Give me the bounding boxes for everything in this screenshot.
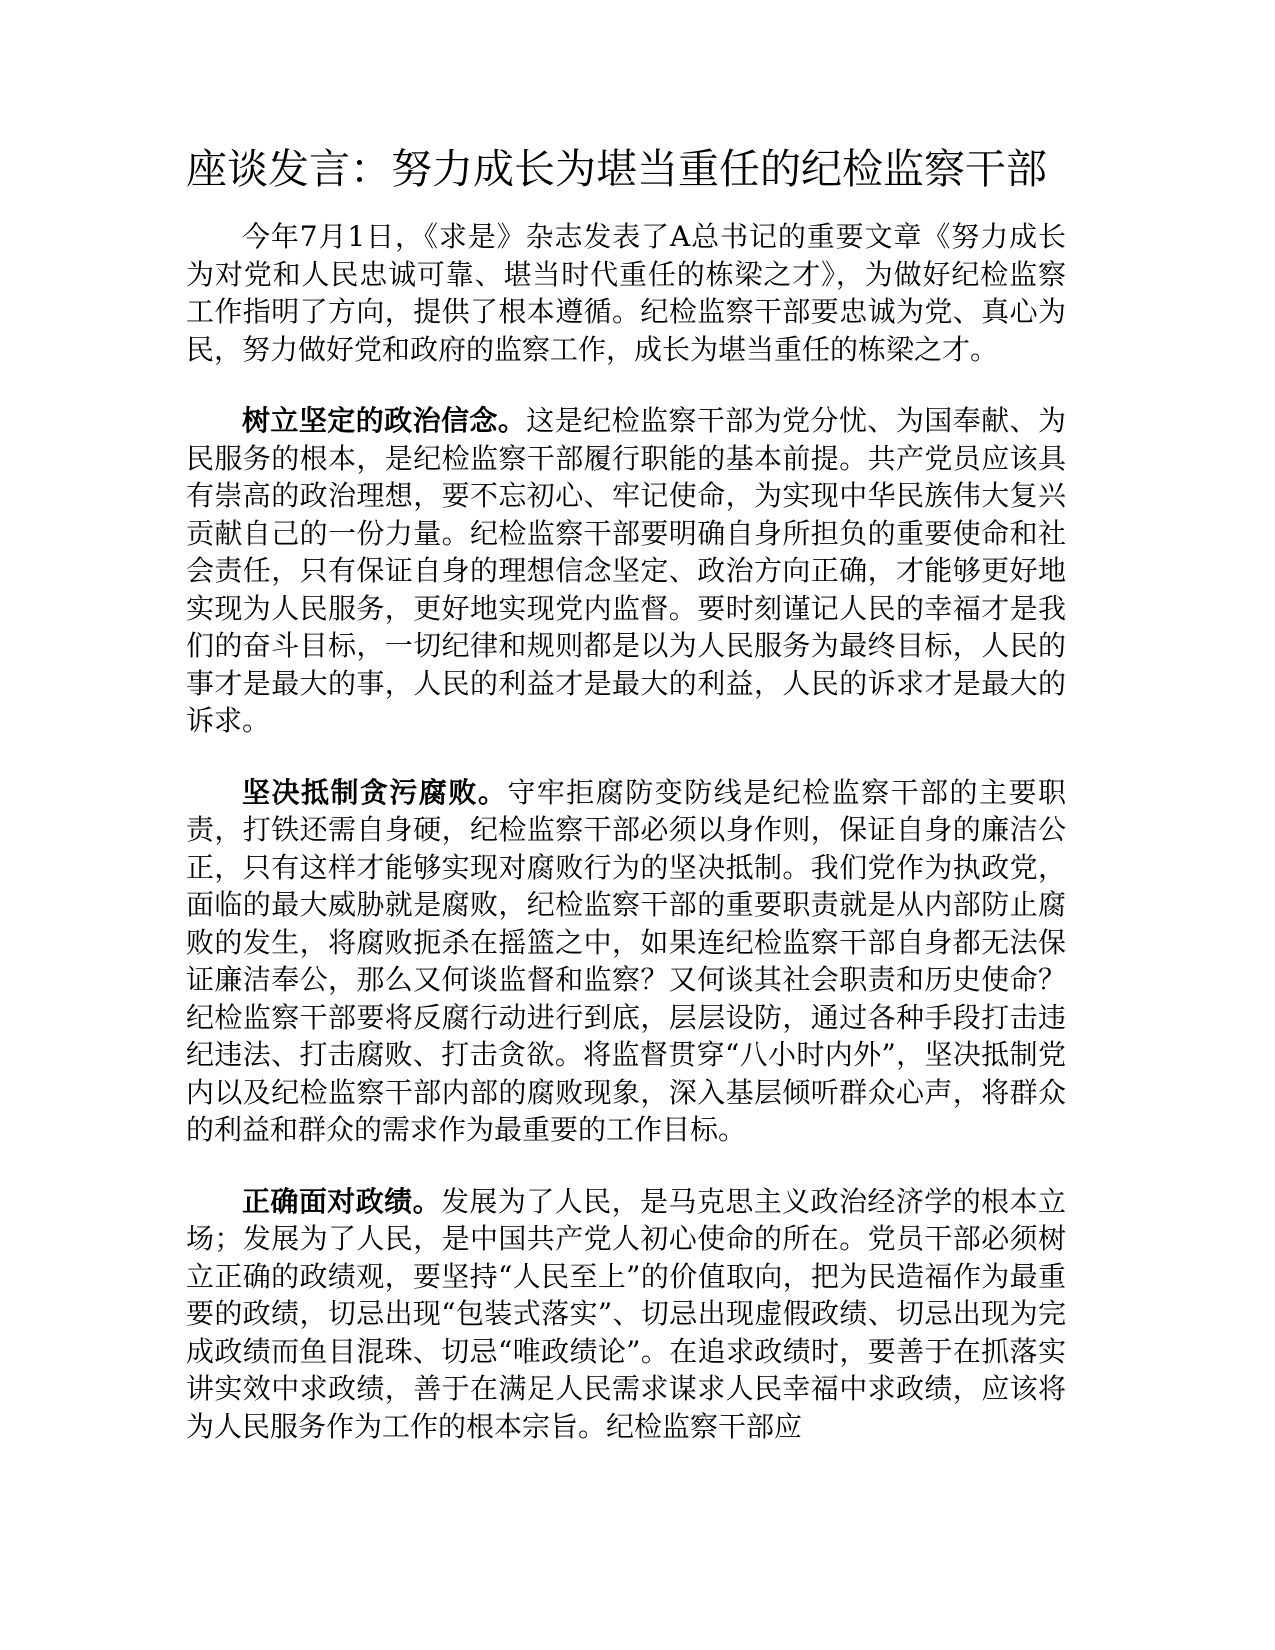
paragraph-text: 发展为了人民，是马克思主义政治经济学的根本立场；发展为了人民，是中国共产党人初心使命的所在。党员干部必须树立正确的政绩观，要坚持“人民至上”的价值取向，把为民造福作为最重要的政绩，切忌出现“包装式落实”、切忌出现虚假政绩、切忌出现为完成政绩而鱼目混珠、切忌“唯政绩论”。在追求政绩时，要善于在抓落实讲实效中求政绩，善于在满足人民需求谋求人民幸福中求政绩，应该将为人民服务作为工作的根本宗旨。纪检监察干部应 [186,1184,1066,1443]
paragraph-intro [186,218,1066,368]
paragraph-performance [186,1183,1066,1446]
document-body [186,142,1066,1479]
document-title: 座谈发言：努力成长为堪当重任的纪检监察干部 [186,145,1047,193]
paragraph-anti-corruption [186,774,1066,1149]
paragraph-lead: 树立坚定的政治信念。 [242,404,527,437]
paragraph-text: 今年7月1日，《求是》杂志发表了A总书记的重要文章《努力成长为对党和人民忠诚可靠、堪当时代重任的栋梁之才》，为做好纪检监察工作指明了方向，提供了根本遵循。纪检监察干部要忠诚为党、真心为民，努力做好党和政府的监察工作，成长为堪当重任的栋梁之才。 [186,220,1066,366]
paragraph-text: 守牢拒腐防变防线是纪检监察干部的主要职责，打铁还需自身硬，纪检监察干部必须以身作则，保证自身的廉洁公正，只有这样才能够实现对腐败行为的坚决抵制。我们党作为执政党，面临的最大威胁就是腐败，纪检监察干部的重要职责就是从内部防止腐败的发生，将腐败扼杀在摇篮之中，如果连纪检监察干部自身都无法保证廉洁奉公，那么又何谈监督和监察？又何谈其社会职责和历史使命？纪检监察干部要将反腐行动进行到底，层层设防，通过各种手段打击违纪违法、打击腐败、打击贪欲。将监督贯穿“八小时内外”，坚决抵制党内以及纪检监察干部内部的腐败现象，深入基层倾听群众心声，将群众的利益和群众的需求作为最重要的工作目标。 [186,775,1066,1146]
paragraph-lead: 坚决抵制贪污腐败。 [242,775,508,809]
paragraph-text: 这是纪检监察干部为党分忧、为国奉献、为民服务的根本，是纪检监察干部履行职能的基本前提。共产党员应该具有崇高的政治理想，要不忘初心、牢记使命，为实现中华民族伟大复兴贡献自己的一份力量。纪检监察干部要明确自身所担负的重要使命和社会责任，只有保证自身的理想信念坚定、政治方向正确，才能够更好地实现为人民服务，更好地实现党内监督。要时刻谨记人民的幸福才是我们的奋斗目标，一切纪律和规则都是以为人民服务为最终目标，人民的事才是最大的事，人民的利益才是最大的利益，人民的诉求才是最大的诉求。 [186,404,1066,737]
paragraph-political-belief [186,402,1066,740]
paragraph-lead: 正确面对政绩。 [242,1184,441,1218]
